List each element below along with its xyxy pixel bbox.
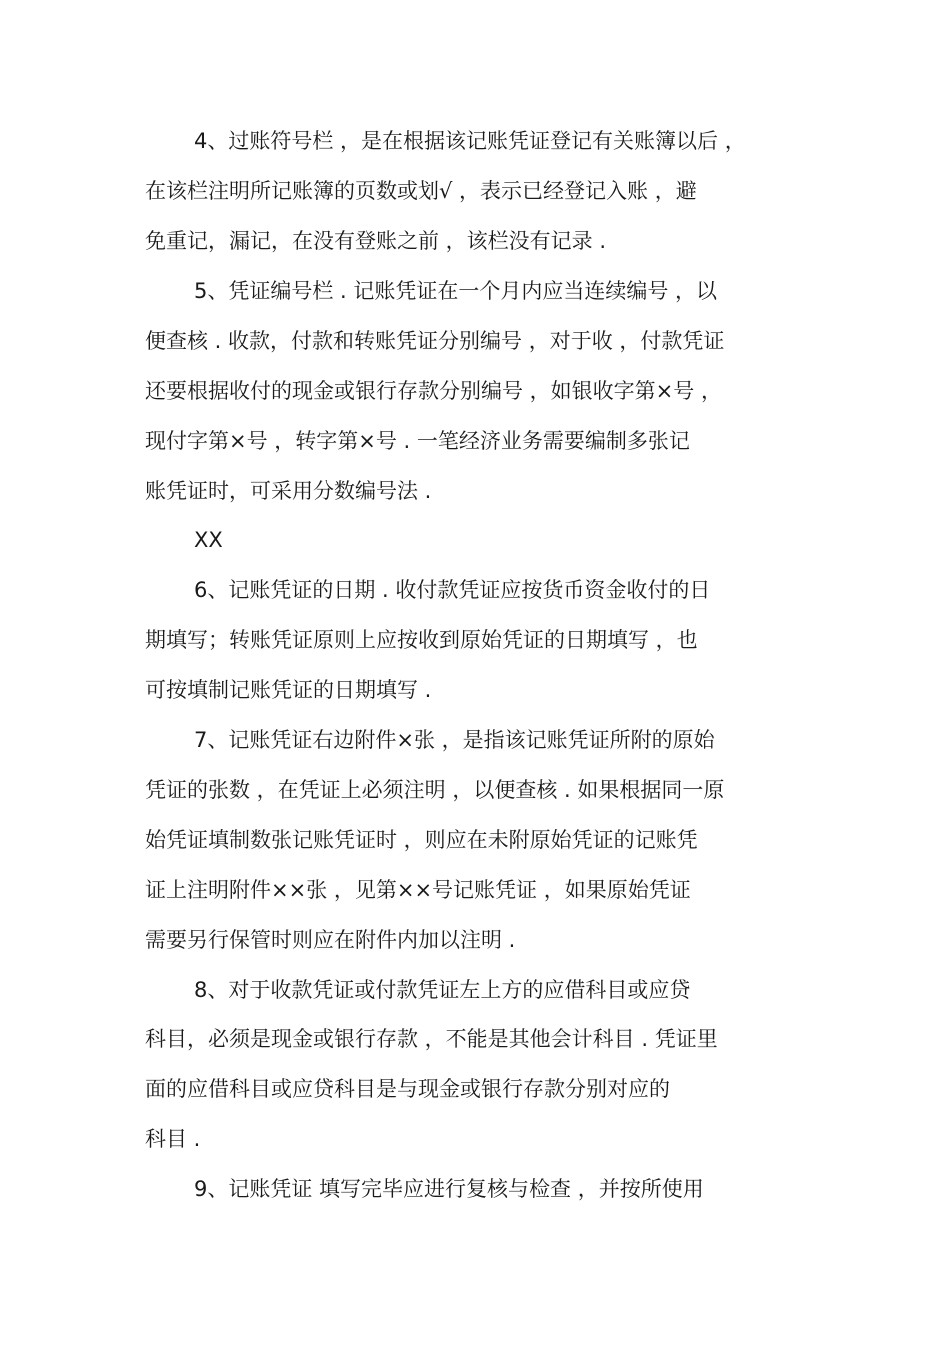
paragraph-4-line-2: 在该栏注明所记账簿的页数或划√ ，表示已经登记入账 ，避 — [145, 179, 697, 203]
paragraph-7-line-4: 证上注明附件××张 ，见第××号记账凭证 ，如果原始凭证 — [145, 878, 691, 902]
paragraph-8-line-3: 面的应借科目或应贷科目是与现金或银行存款分别对应的 — [145, 1077, 670, 1101]
paragraph-5-line-5: 账凭证时，可采用分数编号法 . — [145, 479, 432, 503]
paragraph-8-line-2: 科目，必须是现金或银行存款 ，不能是其他会计科目 . 凭证里 — [145, 1027, 718, 1051]
paragraph-8-line-1: 8、对于收款凭证或付款凭证左上方的应借科目或应贷 — [194, 978, 691, 1002]
paragraph-7-line-3: 始凭证填制数张记账凭证时 ，则应在未附原始凭证的记账凭 — [145, 828, 698, 852]
paragraph-7-line-2: 凭证的张数 ，在凭证上必须注明 ，以便查核 . 如果根据同一原 — [145, 778, 725, 802]
paragraph-9-line-1: 9、记账凭证 填写完毕应进行复核与检查 ，并按所使用 — [194, 1177, 704, 1201]
paragraph-6-line-3: 可按填制记账凭证的日期填写 . — [145, 678, 432, 702]
paragraph-5-line-1: 5、凭证编号栏 . 记账凭证在一个月内应当连续编号 ，以 — [194, 279, 718, 303]
paragraph-7-line-1: 7、记账凭证右边附件×张 ，是指该记账凭证所附的原始 — [194, 728, 715, 752]
paragraph-7-line-5: 需要另行保管时则应在附件内加以注明 . — [145, 928, 516, 952]
paragraph-4-line-3: 免重记，漏记，在没有登账之前 ，该栏没有记录 . — [145, 229, 607, 253]
paragraph-5-line-2: 便查核 . 收款，付款和转账凭证分别编号 ，对于收 ，付款凭证 — [145, 329, 725, 353]
paragraph-6-line-2: 期填写；转账凭证原则上应按收到原始凭证的日期填写 ，也 — [145, 628, 698, 652]
paragraph-6-line-1: 6、记账凭证的日期 . 收付款凭证应按货币资金收付的日 — [194, 578, 711, 602]
paragraph-5-line-4: 现付字第×号 ，转字第×号 . 一笔经济业务需要编制多张记 — [145, 429, 690, 453]
paragraph-8-line-4: 科目 . — [145, 1127, 201, 1151]
paragraph-4-line-1: 4、过账符号栏 ，是在根据该记账凭证登记有关账簿以后 ， — [194, 129, 746, 153]
paragraph-5-line-3: 还要根据收付的现金或银行存款分别编号 ，如银收字第×号 ， — [145, 379, 722, 403]
placeholder-xx: XX — [194, 528, 223, 552]
